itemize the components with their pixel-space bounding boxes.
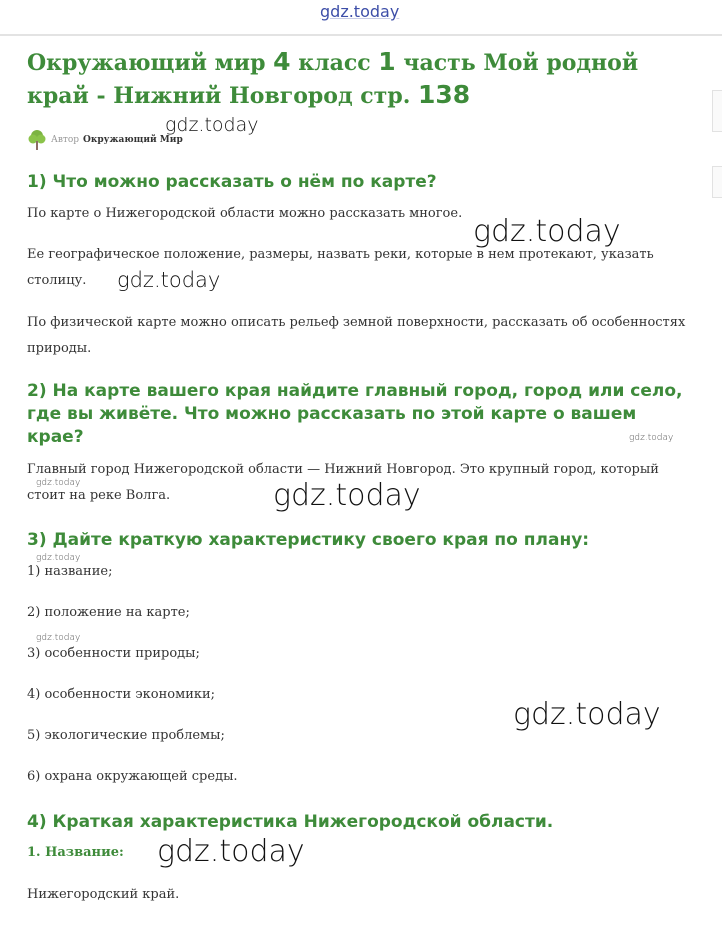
sidebar-edge-widget — [712, 90, 722, 132]
plan-item: 3) особенности природы; — [27, 646, 200, 661]
answer-paragraph: По карте о Нижегородской области можно рассказать многое. — [27, 206, 463, 221]
site-header — [0, 0, 722, 36]
answer-paragraph: Главный город Нижегородской области — Нижний Новгород. Это крупный город, который стоит на реке Волга. — [27, 462, 659, 503]
watermark: gdz.today — [273, 478, 421, 513]
watermark: gdz.today — [513, 697, 661, 732]
author-label: Автор — [51, 135, 80, 145]
watermark: gdz.today — [473, 214, 621, 249]
watermark: gdz.today — [117, 268, 221, 292]
question-2-heading: 2) На карте вашего края найдите главный город, город или село, где вы живёте. Что можно рассказать по этой карте о вашем крае? — [27, 381, 683, 447]
title-text: Окружающий мир — [27, 50, 274, 76]
plan-item: 4) особенности экономики; — [27, 687, 216, 702]
watermark: gdz.today — [36, 553, 81, 563]
title-text: класс — [290, 50, 379, 76]
question-3-heading: 3) Дайте краткую характеристику своего края по плану: — [27, 530, 590, 550]
watermark: gdz.today — [165, 114, 259, 136]
subheading-name: 1. Название: — [27, 845, 124, 860]
question-1-heading: 1) Что можно рассказать о нём по карте? — [27, 172, 437, 192]
author-line — [27, 129, 183, 151]
watermark: gdz.today — [629, 433, 674, 443]
watermark: gdz.today — [36, 478, 81, 488]
answer-paragraph: По физической карте можно описать рельеф земной поверхности, рассказать об особенностях природы. — [27, 315, 686, 356]
answer-paragraph: Нижегородский край. — [27, 887, 180, 902]
plan-item: 2) положение на карте; — [27, 605, 190, 620]
plan-item: 5) экологические проблемы; — [27, 728, 225, 743]
title-part-number: 1 — [378, 47, 396, 76]
answer-paragraph: Ее географическое положение, размеры, назвать реки, которые в нем протекают, указать столицу. — [27, 247, 654, 288]
watermark: gdz.today — [36, 633, 81, 643]
watermark: gdz.today — [157, 834, 305, 869]
sidebar-edge-widget — [712, 166, 722, 198]
title-page-number: 138 — [418, 80, 471, 109]
site-logo[interactable]: gdz.today — [320, 2, 400, 21]
author-name[interactable]: Окружающий Мир — [83, 135, 183, 145]
title-text: часть Мой родной край - Нижний Новгород стр. — [27, 50, 639, 109]
page-title — [27, 46, 707, 112]
tree-icon — [27, 129, 47, 151]
plan-item: 1) название; — [27, 564, 113, 579]
title-grade-number: 4 — [273, 47, 291, 76]
question-4-heading: 4) Краткая характеристика Нижегородской области. — [27, 812, 554, 832]
plan-item: 6) охрана окружающей среды. — [27, 769, 238, 784]
